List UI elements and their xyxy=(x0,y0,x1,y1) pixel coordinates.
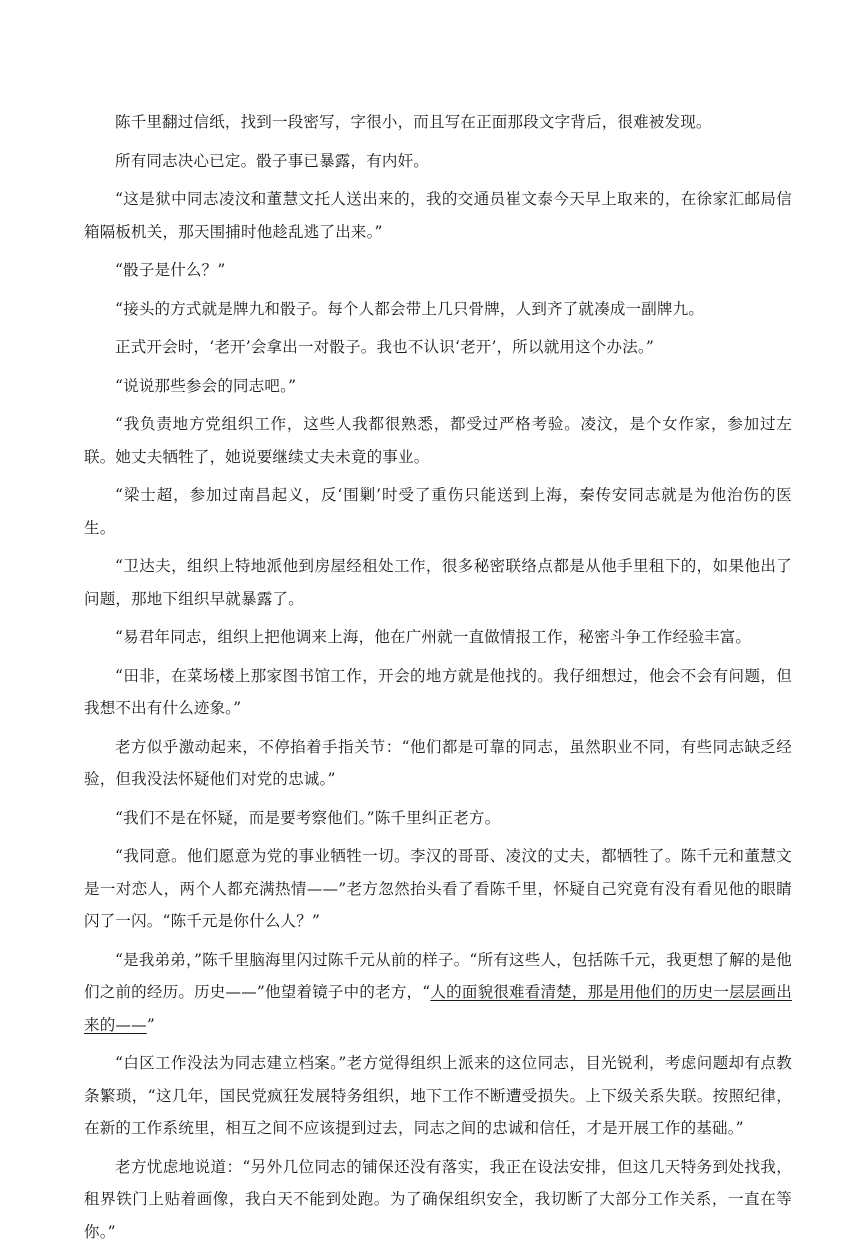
paragraph-7: “说说那些参会的同志吧。” xyxy=(115,376,297,395)
paragraph-12: “田非，在菜场楼上那家图书馆工作，开会的地方就是他找的。我仔细想过，他会不会有问题，但我想不出有什么迹象。” xyxy=(84,666,792,717)
paragraph-9: “梁士超，参加过南昌起义，反‘围剿’时受了重伤只能送到上海，秦传安同志就是为他治伤的医生。 xyxy=(84,486,792,537)
paragraph-16 xyxy=(84,944,792,1042)
paragraph-13: 老方似乎激动起来，不停掐着手指关节：“他们都是可靠的同志，虽然职业不同，有些同志缺乏经验，但我没法怀疑他们对党的忠诚。” xyxy=(84,737,792,788)
paragraph-5: “接头的方式就是牌九和骰子。每个人都会带上几只骨牌，人到齐了就凑成一副牌九。 xyxy=(115,299,705,318)
paragraph-10: “卫达夫，组织上特地派他到房屋经租处工作，很多秘密联络点都是从他手里租下的，如果他出了问题，那地下组织早就暴露了。 xyxy=(84,557,792,608)
paragraph-1: 陈千里翻过信纸，找到一段密写，字很小，而且写在正面那段文字背后，很难被发现。 xyxy=(115,113,712,131)
paragraph-6: 正式开会时，‘老开’会拿出一对骰子。我也不认识‘老开’，所以就用这个办法。” xyxy=(115,338,654,356)
paragraph-14: “我们不是在怀疑，而是要考察他们。”陈千里纠正老方。 xyxy=(115,808,501,827)
paragraph-11: “易君年同志，组织上把他调来上海，他在广州就一直做情报工作，秘密斗争工作经验丰富。 xyxy=(115,628,752,646)
paragraph-3: “这是狱中同志凌汶和董慧文托人送出来的，我的交通员崔文泰今天早上取来的，在徐家汇邮局信箱隔板机关，那天围捕时他趁乱逃了出来。” xyxy=(84,190,792,241)
paragraph-4: “骰子是什么？” xyxy=(115,261,226,279)
paragraph-8: “我负责地方党组织工作，这些人我都很熟悉，都受过严格考验。凌汶，是个女作家，参加过左联。她丈夫牺牲了，她说要继续丈夫未竟的事业。 xyxy=(84,415,792,466)
paragraph-2: 所有同志决心已定。骰子事已暴露，有内奸。 xyxy=(115,151,430,170)
paragraph-18: 老方忧虑地说道：“另外几位同志的铺保还没有落实，我正在设法安排，但这几天特务到处找我，租界铁门上贴着画像，我白天不能到处跑。为了确保组织安全，我切断了大部分工作关系，一直在等你。” xyxy=(84,1157,792,1241)
paragraph-17: “白区工作没法为同志建立档案。”老方觉得组织上派来的这位同志，目光锐利，考虑问题却有点教条繁琐，“这几年，国民党疯狂发展特务组织，地下工作不断遭受损失。上下级关系失联。按照纪律，在新的工作系统里，相互之间不应该提到过去，同志之间的忠诚和信任，才是开展工作的基础。” xyxy=(84,1054,792,1137)
paragraph-16-after: ” xyxy=(146,1015,155,1034)
paragraph-16-before: “是我弟弟，”陈千里脑海里闪过陈千元从前的样子。“所有这些人，包括陈千元，我更想了解的是他们之前的经历。历史——”他望着镜子中的老方，“ xyxy=(84,950,792,1001)
document-page xyxy=(84,106,792,1254)
paragraph-15: “我同意。他们愿意为党的事业牺牲一切。李汉的哥哥、凌汶的丈夫，都牺牲了。陈千元和董慧文是一对恋人，两个人都充满热情——”老方忽然抬头看了看陈千里，怀疑自己究竟有没有看见他的眼睛闪了一闪。“陈千元是你什么人？” xyxy=(84,847,792,930)
underlined-sentence: 人的面貌很难看清楚，那是用他们的历史一层层画出来的—— xyxy=(84,983,792,1034)
